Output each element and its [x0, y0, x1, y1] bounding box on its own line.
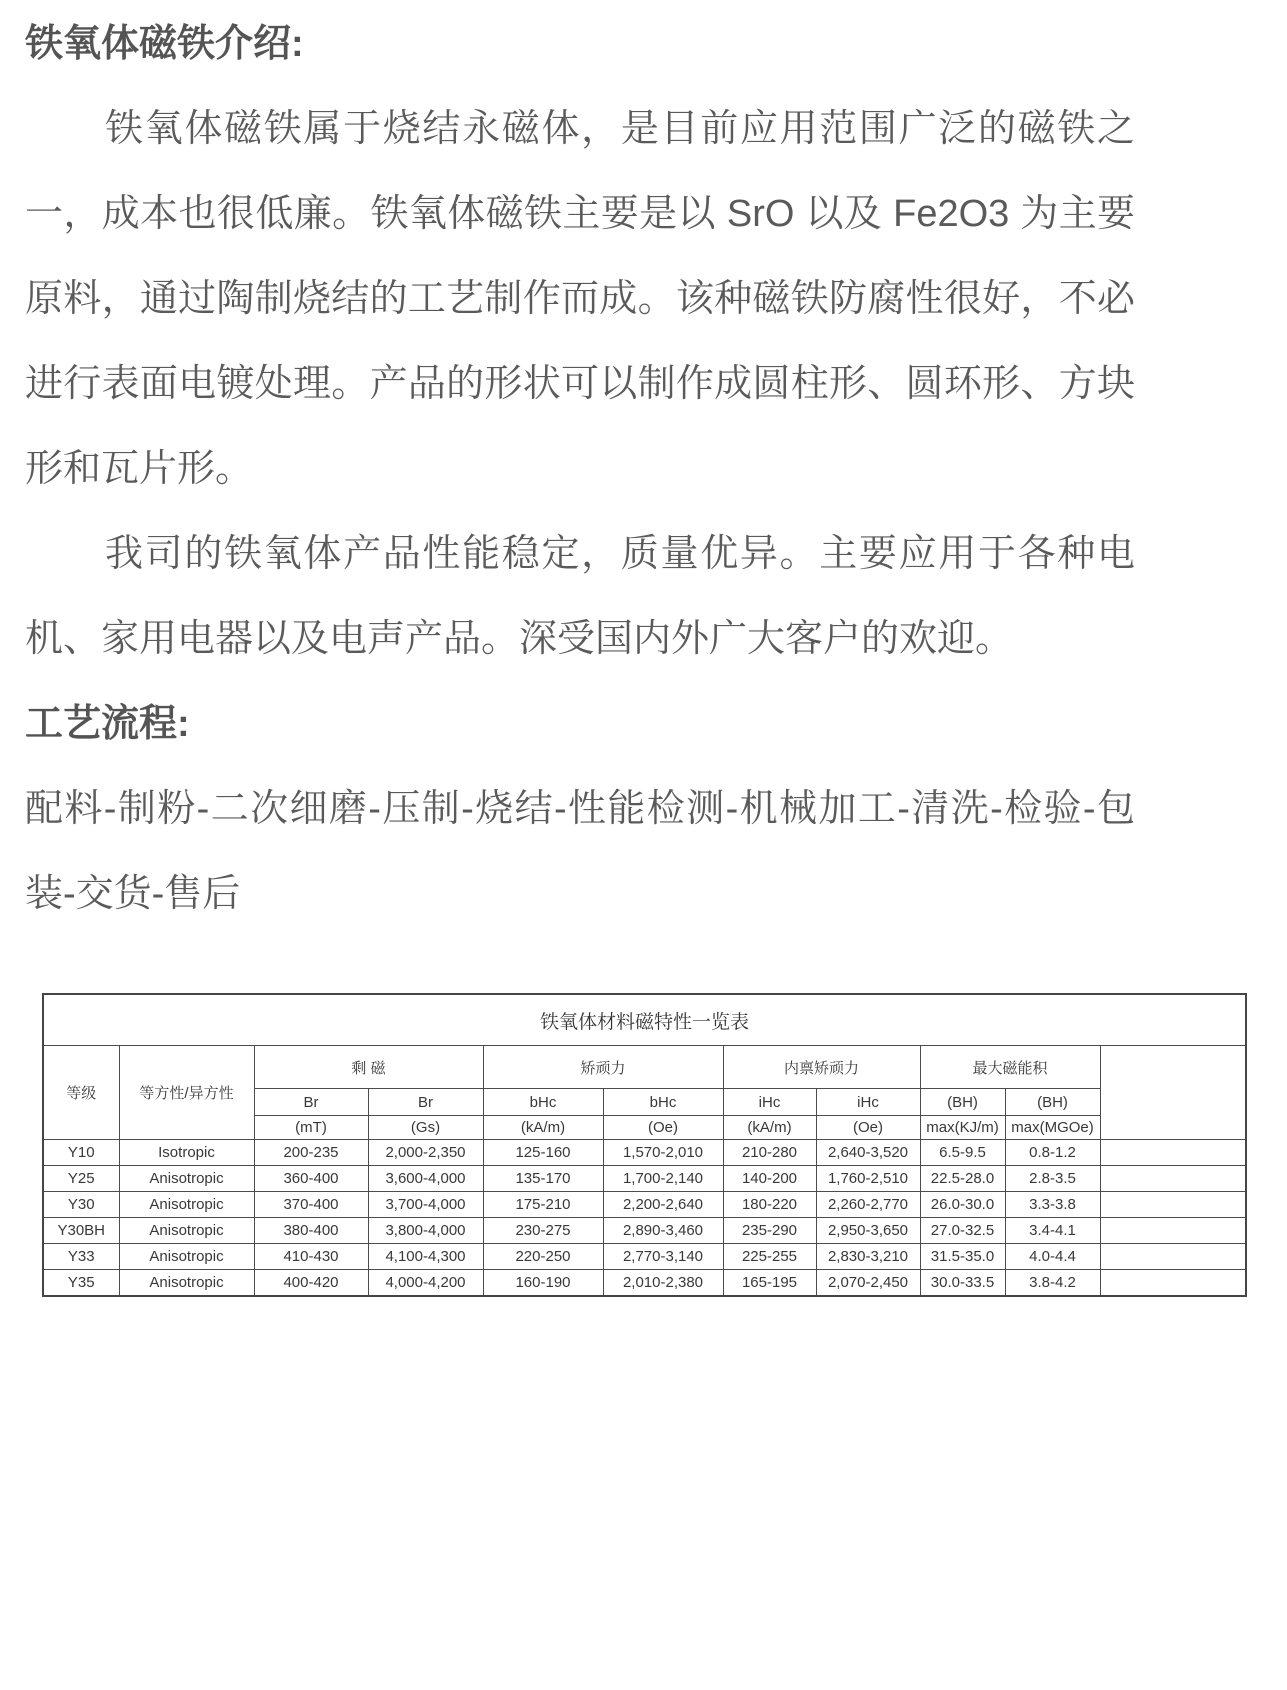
- unit-header: (Oe): [816, 1116, 920, 1140]
- table-cell: 175-210: [483, 1192, 603, 1218]
- table-cell: 1,760-2,510: [816, 1166, 920, 1192]
- table-cell-empty: [1100, 1218, 1246, 1244]
- table-cell: 27.0-32.5: [920, 1218, 1005, 1244]
- table-cell: 1,570-2,010: [603, 1140, 723, 1166]
- table-cell: 125-160: [483, 1140, 603, 1166]
- table-cell: 22.5-28.0: [920, 1166, 1005, 1192]
- table-cell: 3.8-4.2: [1005, 1270, 1100, 1297]
- group-header-intrinsic-coercivity: 内禀矫顽力: [723, 1046, 920, 1089]
- sub-header: (BH): [920, 1089, 1005, 1116]
- table-cell: 26.0-30.0: [920, 1192, 1005, 1218]
- table-cell-empty: [1100, 1140, 1246, 1166]
- col-header-isotropy: 等方性/异方性: [119, 1046, 254, 1140]
- table-cell: 2,890-3,460: [603, 1218, 723, 1244]
- table-row: [43, 1140, 1246, 1166]
- intro-heading: 铁氧体磁铁介绍:: [25, 23, 304, 65]
- table-cell: 230-275: [483, 1218, 603, 1244]
- table-cell: Y33: [43, 1244, 119, 1270]
- table-cell: 2,770-3,140: [603, 1244, 723, 1270]
- table-cell: 200-235: [254, 1140, 368, 1166]
- col-header-grade: 等级: [43, 1046, 119, 1140]
- table-cell: Y25: [43, 1166, 119, 1192]
- table-cell: 2,260-2,770: [816, 1192, 920, 1218]
- table-title: 铁氧体材料磁特性一览表: [43, 994, 1246, 1046]
- table-cell-empty: [1100, 1270, 1246, 1297]
- table-cell: Isotropic: [119, 1140, 254, 1166]
- property-table-body: [43, 1140, 1246, 1297]
- unit-header: (Gs): [368, 1116, 483, 1140]
- table-cell: 0.8-1.2: [1005, 1140, 1100, 1166]
- table-cell: 165-195: [723, 1270, 816, 1297]
- table-cell: 225-255: [723, 1244, 816, 1270]
- table-cell-empty: [1100, 1166, 1246, 1192]
- group-header-max-energy-product: 最大磁能积: [920, 1046, 1100, 1089]
- table-cell: 3,700-4,000: [368, 1192, 483, 1218]
- table-cell: 2,640-3,520: [816, 1140, 920, 1166]
- table-cell: 180-220: [723, 1192, 816, 1218]
- table-cell: 2,010-2,380: [603, 1270, 723, 1297]
- table-cell: 210-280: [723, 1140, 816, 1166]
- table-cell: 360-400: [254, 1166, 368, 1192]
- table-cell: 380-400: [254, 1218, 368, 1244]
- process-heading: 工艺流程:: [25, 703, 190, 745]
- table-cell: Y10: [43, 1140, 119, 1166]
- table-cell: 3.4-4.1: [1005, 1218, 1100, 1244]
- table-row: [43, 1244, 1246, 1270]
- sub-header: (BH): [1005, 1089, 1100, 1116]
- table-cell: 2.8-3.5: [1005, 1166, 1100, 1192]
- process-flow-text: 配料-制粉-二次细磨-压制-烧结-性能检测-机械加工-清洗-检验-包装-交货-售后: [25, 788, 1135, 915]
- table-cell: 4,000-4,200: [368, 1270, 483, 1297]
- table-group-header-row: [43, 1046, 1246, 1089]
- table-cell: 160-190: [483, 1270, 603, 1297]
- sub-header: bHc: [603, 1089, 723, 1116]
- table-cell: 410-430: [254, 1244, 368, 1270]
- sub-header: iHc: [723, 1089, 816, 1116]
- table-cell: 3,800-4,000: [368, 1218, 483, 1244]
- table-cell: Anisotropic: [119, 1192, 254, 1218]
- table-cell: 370-400: [254, 1192, 368, 1218]
- table-cell: 140-200: [723, 1166, 816, 1192]
- table-cell: 220-250: [483, 1244, 603, 1270]
- table-cell: 6.5-9.5: [920, 1140, 1005, 1166]
- table-cell: Y30: [43, 1192, 119, 1218]
- unit-header: (Oe): [603, 1116, 723, 1140]
- table-cell: 4.0-4.4: [1005, 1244, 1100, 1270]
- table-cell: Anisotropic: [119, 1270, 254, 1297]
- table-row: [43, 1270, 1246, 1297]
- table-row: [43, 1166, 1246, 1192]
- table-row: [43, 1218, 1246, 1244]
- sub-header: iHc: [816, 1089, 920, 1116]
- table-cell-empty: [1100, 1244, 1246, 1270]
- table-title-row: [43, 994, 1246, 1046]
- group-header-coercivity: 矫顽力: [483, 1046, 723, 1089]
- table-cell: 3,600-4,000: [368, 1166, 483, 1192]
- table-cell: 2,830-3,210: [816, 1244, 920, 1270]
- intro-paragraph-2: 我司的铁氧体产品性能稳定，质量优异。主要应用于各种电机、家用电器以及电声产品。深受国内外广大客户的欢迎。: [25, 533, 1135, 660]
- group-header-remanence: 剩 磁: [254, 1046, 483, 1089]
- header-empty-cell: [1100, 1046, 1246, 1140]
- table-cell-empty: [1100, 1192, 1246, 1218]
- table-cell: Y30BH: [43, 1218, 119, 1244]
- table-row: [43, 1192, 1246, 1218]
- unit-header: (kA/m): [723, 1116, 816, 1140]
- table-cell: 2,070-2,450: [816, 1270, 920, 1297]
- table-cell: 4,100-4,300: [368, 1244, 483, 1270]
- table-cell: 2,200-2,640: [603, 1192, 723, 1218]
- table-cell: Anisotropic: [119, 1244, 254, 1270]
- table-cell: 31.5-35.0: [920, 1244, 1005, 1270]
- table-cell: 2,950-3,650: [816, 1218, 920, 1244]
- table-cell: Anisotropic: [119, 1166, 254, 1192]
- table-container: [42, 993, 1262, 1297]
- table-cell: 235-290: [723, 1218, 816, 1244]
- unit-header: (mT): [254, 1116, 368, 1140]
- sub-header: Br: [368, 1089, 483, 1116]
- table-cell: Y35: [43, 1270, 119, 1297]
- sub-header: bHc: [483, 1089, 603, 1116]
- intro-paragraph-1: 铁氧体磁铁属于烧结永磁体，是目前应用范围广泛的磁铁之一，成本也很低廉。铁氧体磁铁主要是以 SrO 以及 Fe2O3 为主要原料，通过陶制烧结的工艺制作而成。该种磁铁防腐性很好，不必进行表面电镀处理。产品的形状可以制作成圆柱形、圆环形、方块形和瓦片形。: [25, 108, 1135, 490]
- table-cell: 30.0-33.5: [920, 1270, 1005, 1297]
- unit-header: max(MGOe): [1005, 1116, 1100, 1140]
- table-cell: 2,000-2,350: [368, 1140, 483, 1166]
- ferrite-properties-table: [42, 993, 1247, 1297]
- table-cell: 400-420: [254, 1270, 368, 1297]
- unit-header: (kA/m): [483, 1116, 603, 1140]
- table-cell: Anisotropic: [119, 1218, 254, 1244]
- unit-header: max(KJ/m): [920, 1116, 1005, 1140]
- sub-header: Br: [254, 1089, 368, 1116]
- table-cell: 1,700-2,140: [603, 1166, 723, 1192]
- table-cell: 3.3-3.8: [1005, 1192, 1100, 1218]
- table-cell: 135-170: [483, 1166, 603, 1192]
